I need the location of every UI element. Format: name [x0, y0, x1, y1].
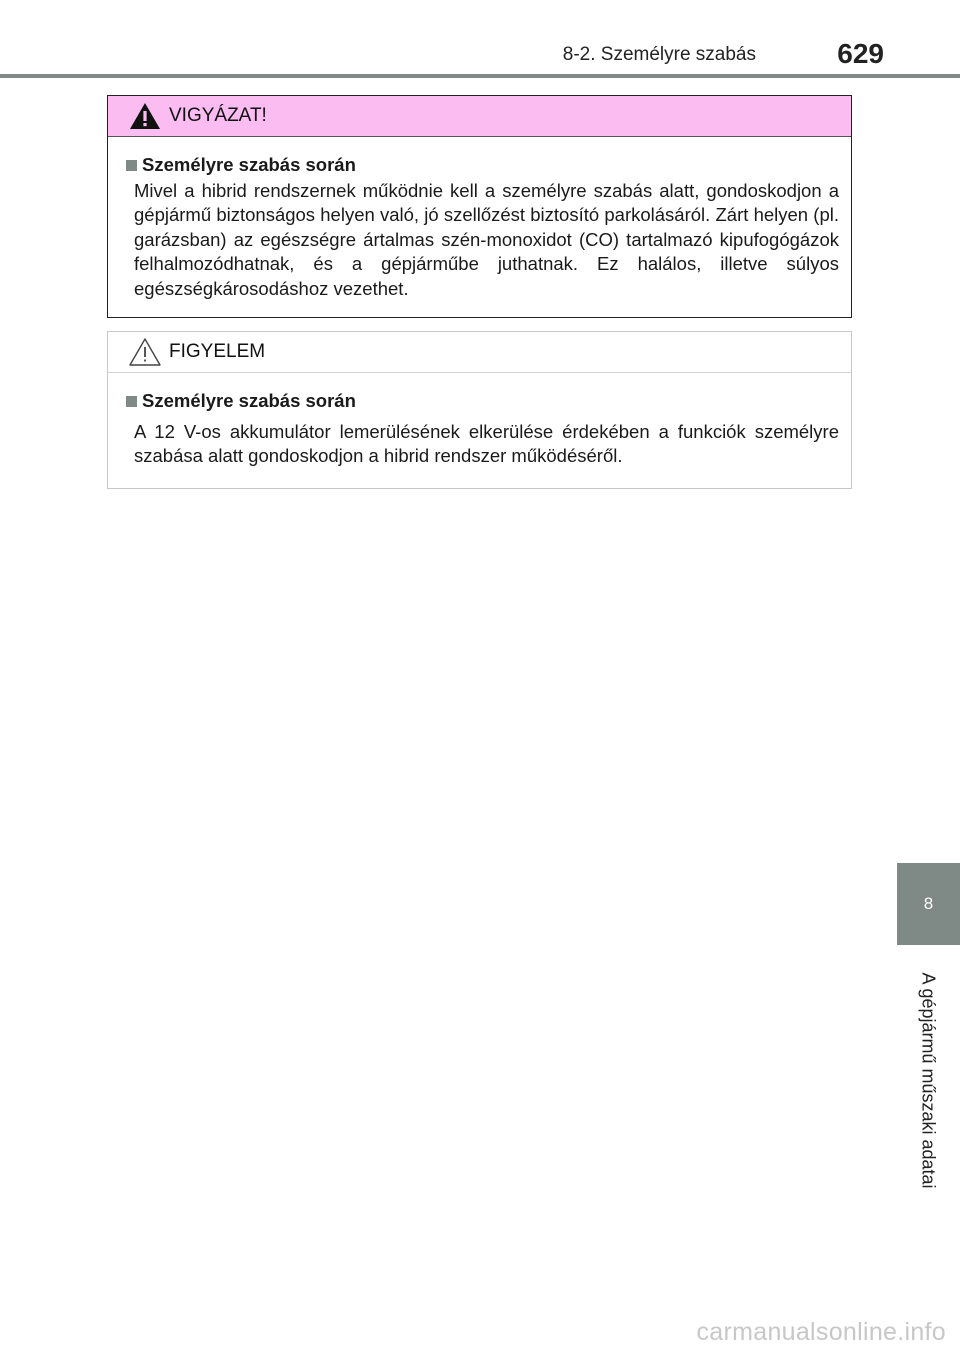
page-number: 629 [837, 38, 884, 69]
warning-triangle-outline-icon [128, 336, 162, 368]
caution-heading: FIGYELEM [169, 341, 266, 362]
caution-box [107, 331, 852, 489]
warning-box [107, 95, 852, 318]
warning-box-header [108, 96, 851, 137]
warning-body [108, 137, 851, 301]
warning-heading: VIGYÁZAT! [169, 105, 267, 126]
header-section-title: 8-2. Személyre szabás [562, 44, 756, 65]
warning-triangle-filled-icon [128, 100, 162, 132]
warning-item-text: Mivel a hibrid rendszernek működnie kell a személyre szabás alatt, gondoskodjon a gépjármű biztonságos helyen való, jó szellőzést biztosító parkolásáról. Zárt helyen (pl. garázsban) az egészségre ártalmas szén-monoxidot (CO) tartalmazó kipufogógázok felhalmozódhatnak, és a gépjárműbe juthatnak. Ez halálos, illetve súlyos egészségkárosodáshoz vezethet. [134, 180, 839, 299]
square-bullet-icon [126, 160, 137, 171]
caution-box-header [108, 332, 851, 373]
chapter-title-vertical [897, 955, 960, 1205]
square-bullet-icon [126, 396, 137, 407]
chapter-number: 8 [923, 894, 934, 913]
header-rule [0, 74, 960, 78]
chapter-tab [897, 863, 960, 945]
watermark: carmanualsonline.info [696, 1318, 946, 1346]
caution-body [108, 373, 851, 469]
caution-item-title-text: Személyre szabás során [142, 390, 356, 411]
chapter-title: A gépjármű műszaki adatai [919, 971, 939, 1189]
warning-item-title [126, 153, 839, 177]
caution-item-text: A 12 V-os akkumulátor lemerülésének elkerülése érdekében a funkciók személyre szabása alatt gondoskodjon a hibrid rendszer működéséről. [134, 421, 839, 467]
caution-item-title [126, 389, 839, 413]
warning-item-title-text: Személyre szabás során [142, 154, 356, 175]
